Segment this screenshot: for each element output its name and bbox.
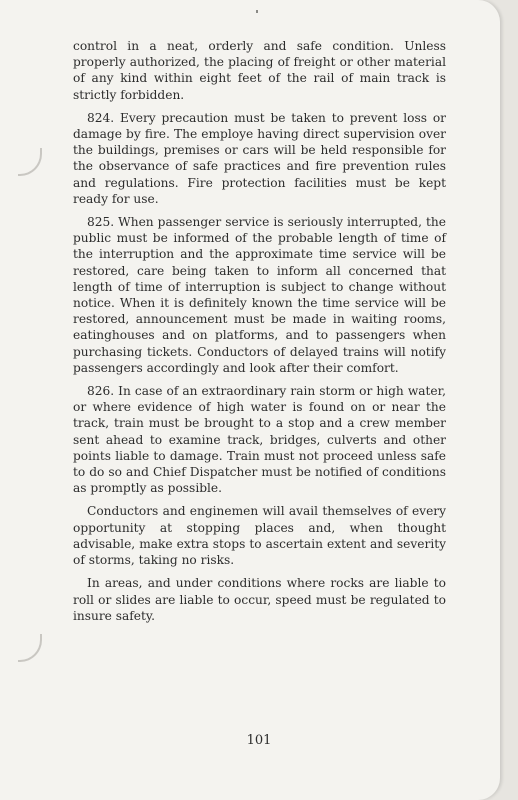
punch-hole-top <box>18 148 42 176</box>
paragraph-rule-825: 825. When passenger service is seriously interrupted, the public must be informed of the probable length of time of the interruption and the approximate time service will be restored, care being taken to inform all concerned that length of time of interruption is subject to change without notice. When it is definitely known the time service will be restored, announcement must be made in waiting rooms, eatinghouses and on platforms, and to passengers when purchasing tickets. Conductors of delayed trains will notify passengers accordingly and look after their comfort. <box>73 215 446 375</box>
page-body-text <box>73 38 446 631</box>
paragraph-rule-824: 824. Every precaution must be taken to prevent loss or damage by fire. The employe having direct supervision over the buildings, premises or cars will be held responsible for the observance of safe practices and fire prevention rules and regulations. Fire protection facilities must be kept ready for use. <box>73 110 446 206</box>
page-number: 101 <box>246 733 272 748</box>
paragraph-conductors: Conductors and enginemen will avail themselves of every opportunity at stopping places and, when thought advisable, make extra stops to ascertain extent and severity of storms, taking no risks. <box>73 504 446 568</box>
punch-hole-bottom <box>18 634 42 662</box>
ink-speck <box>256 10 258 13</box>
paragraph-continuation: control in a neat, orderly and safe condition. Unless properly authorized, the placing of freight or other material of any kind within eight feet of the rail of main track is strictly forbidden. <box>73 39 446 102</box>
paragraph-rocks-slides: In areas, and under conditions where rocks are liable to roll or slides are liable to occur, speed must be regulated to insure safety. <box>73 576 446 623</box>
paragraph-rule-826: 826. In case of an extraordinary rain storm or high water, or where evidence of high water is found on or near the track, train must be brought to a stop and a crew member sent ahead to examine track, bridges, culverts and other points liable to damage. Train must not proceed unless safe to do so and Chief Dispatcher must be notified of conditions as promptly as possible. <box>73 384 446 496</box>
